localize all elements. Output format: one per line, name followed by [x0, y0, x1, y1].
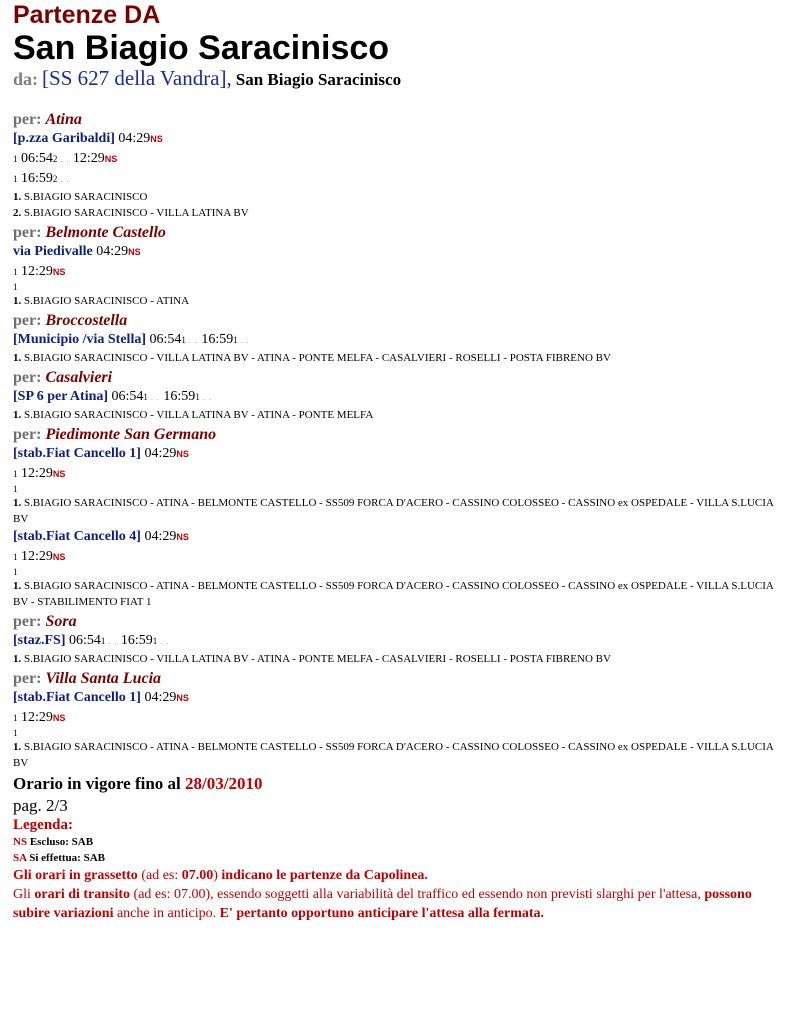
destination-header — [13, 311, 774, 330]
note-tr-c: (ad es: 07.00), essendo soggetti alla variabilità del traffico ed essendo non previsti slarghi per l'attesa, — [130, 887, 705, 902]
stop-name: [stab.Fiat Cancello 1] — [13, 446, 141, 461]
departure-time: 04:29 — [96, 244, 129, 259]
page-title: Partenze DA — [13, 1, 161, 29]
ns-marker: NS — [52, 267, 66, 277]
row-number: 1 — [13, 154, 18, 164]
ns-marker: NS — [176, 449, 189, 459]
stop-row — [13, 330, 774, 350]
departure-time: 04:29 — [144, 529, 177, 544]
destination-name: Broccostella — [45, 312, 128, 329]
route-note — [13, 293, 774, 309]
validity-date: 28/03/2010 — [185, 774, 263, 793]
departure-time: 04:29 — [144, 690, 177, 705]
time-row — [13, 169, 774, 189]
departure-time: 16:59 — [201, 332, 234, 347]
destination-header — [13, 425, 774, 444]
dots-separator: . . — [57, 175, 70, 184]
dots-separator: . . — [147, 393, 160, 402]
destination-name: Piedimonte San Germano — [45, 426, 217, 443]
departure-time: 06:54 — [111, 389, 144, 404]
ns-marker: NS — [104, 154, 118, 164]
origin-stop: [SS 627 della Vandra] — [42, 66, 227, 90]
note-bold-b: (ad es: — [137, 868, 182, 883]
departure-time: 12:29 — [21, 264, 53, 279]
stop-name: [stab.Fiat Cancello 4] — [13, 529, 141, 544]
timetable-page — [0, 1, 787, 923]
destination-header — [13, 612, 774, 631]
departure-time: 12:29 — [21, 710, 53, 725]
stop-name: [SP 6 per Atina] — [13, 389, 109, 404]
validity-text: Orario in vigore fino al — [13, 774, 181, 793]
destination-name: Casalvieri — [45, 369, 113, 386]
legend-code: NS — [13, 836, 28, 848]
destination-header — [13, 223, 774, 242]
departure-time: 12:29 — [21, 549, 53, 564]
destination-sections — [13, 110, 774, 771]
row-number: 1 — [13, 484, 18, 494]
time-row — [13, 282, 774, 293]
destination-name: Belmonte Castello — [45, 224, 166, 241]
note-ref: 1 — [100, 636, 106, 646]
time-row — [13, 484, 774, 495]
dots-separator: . . — [57, 155, 70, 164]
per-label: per: — [13, 613, 42, 630]
stop-name: via Piedivalle — [13, 244, 93, 259]
route-note-text: S.BIAGIO SARACINISCO - ATINA - BELMONTE CASTELLO - SS509 FORCA D'ACERO - CASSINO COLOSSEO - CASSINO ex OSPEDALE - VILLA S.LUCIA BV - STABILIMENTO FIAT 1 — [13, 580, 774, 608]
note-bold-d: ) — [213, 868, 222, 883]
per-label: per: — [13, 111, 42, 128]
per-label: per: — [13, 224, 42, 241]
legend-item — [13, 834, 774, 850]
route-note-text: S.BIAGIO SARACINISCO - VILLA LATINA BV - ATINA - PONTE MELFA - CASALVIERI - ROSELLI - POSTA FIBRENO BV — [24, 352, 611, 364]
departure-time: 06:54 — [69, 633, 101, 648]
route-note-number: 1. — [13, 191, 22, 203]
page-number: pag. 2/3 — [13, 796, 68, 815]
ns-marker: NS — [150, 134, 163, 144]
ns-marker: NS — [128, 247, 141, 257]
departure-time: 06:54 — [21, 151, 53, 166]
origin-separator: , — [226, 66, 232, 90]
legend-title: Legenda: — [13, 817, 73, 833]
stop-row — [13, 688, 774, 708]
departure-time: 16:59 — [163, 389, 196, 404]
route-note-text: S.BIAGIO SARACINISCO - VILLA LATINA BV - ATINA - PONTE MELFA — [24, 409, 374, 421]
row-number: 1 — [13, 282, 18, 292]
stop-row — [13, 631, 774, 651]
departure-time: 12:29 — [72, 151, 105, 166]
route-note-number: 1. — [13, 409, 22, 421]
route-note-text: S.BIAGIO SARACINISCO - VILLA LATINA BV - ATINA - PONTE MELFA - CASALVIERI - ROSELLI - POSTA FIBRENO BV — [24, 653, 611, 665]
route-note — [13, 189, 774, 205]
stop-row — [13, 444, 774, 464]
route-note-text: S.BIAGIO SARACINISCO - VILLA LATINA BV — [24, 207, 249, 219]
origin-town: San Biagio Saracinisco — [235, 70, 402, 89]
note-ref: 1 — [233, 335, 238, 345]
row-number: 1 — [13, 567, 18, 577]
ns-marker: NS — [52, 713, 66, 723]
row-number: 1 — [13, 469, 18, 479]
origin-line — [13, 67, 774, 92]
note-ref: 1 — [181, 335, 186, 345]
note-ref: 1 — [152, 636, 158, 646]
note-tr-a: Gli — [13, 887, 35, 902]
note-ref: 1 — [195, 392, 200, 402]
note-bold-a: Gli orari in grassetto — [13, 868, 138, 883]
time-row — [13, 708, 774, 728]
stop-name: [stab.Fiat Cancello 1] — [13, 690, 141, 705]
departure-time: 16:59 — [21, 171, 53, 186]
time-row — [13, 149, 774, 169]
route-note-text: S.BIAGIO SARACINISCO - ATINA - BELMONTE CASTELLO - SS509 FORCA D'ACERO - CASSINO COLOSSEO - CASSINO ex OSPEDALE - VILLA S.LUCIA BV — [13, 497, 774, 525]
stop-row — [13, 242, 774, 262]
note-ref: 1 — [143, 392, 148, 402]
note-transit-times — [13, 885, 774, 923]
destination-header — [13, 368, 774, 387]
legend-item — [13, 850, 774, 866]
time-row — [13, 547, 774, 567]
departure-time: 04:29 — [118, 131, 151, 146]
route-note — [13, 407, 774, 423]
row-number: 1 — [13, 267, 18, 277]
time-row — [13, 464, 774, 484]
destination-name: Sora — [45, 613, 77, 630]
route-note — [13, 578, 774, 610]
note-tr-e: subire variazioni — [13, 906, 114, 921]
note-ref: 2 — [52, 154, 58, 164]
time-row — [13, 262, 774, 282]
legend-text: Si effettua: SAB — [29, 852, 105, 864]
destination-name: Villa Santa Lucia — [45, 670, 162, 687]
legend-text: Escluso: SAB — [29, 836, 94, 848]
destination-header — [13, 669, 774, 688]
ns-marker: NS — [52, 469, 66, 479]
note-tr-f: anche in anticipo. — [113, 906, 220, 921]
stop-name: [p.zza Garibaldi] — [13, 131, 115, 146]
row-number: 1 — [13, 174, 18, 184]
route-note-number: 2. — [13, 207, 22, 219]
route-note — [13, 495, 774, 527]
route-note-number: 1. — [13, 497, 22, 509]
note-tr-d: possono — [704, 887, 752, 902]
ns-marker: NS — [52, 552, 66, 562]
note-bold-e: indicano le partenze da Capolinea. — [221, 868, 428, 883]
route-note — [13, 205, 774, 221]
ns-marker: NS — [176, 532, 189, 542]
note-bold-times — [13, 866, 774, 885]
ns-marker: NS — [176, 693, 189, 703]
per-label: per: — [13, 312, 42, 329]
per-label: per: — [13, 369, 42, 386]
note-bold-c: 07.00 — [181, 868, 214, 883]
route-note — [13, 739, 774, 771]
stop-row — [13, 129, 774, 149]
stop-name: [staz.FS] — [13, 633, 66, 648]
per-label: per: — [13, 426, 42, 443]
route-note — [13, 651, 774, 667]
dots-separator: . . — [105, 637, 118, 646]
validity-line — [13, 773, 774, 795]
route-note-number: 1. — [13, 741, 22, 753]
departure-time: 06:54 — [149, 332, 182, 347]
per-label: per: — [13, 670, 42, 687]
destination-name: Atina — [45, 111, 82, 128]
route-note-number: 1. — [13, 653, 22, 665]
route-note-text: S.BIAGIO SARACINISCO - ATINA — [24, 295, 190, 307]
town-title: San Biagio Saracinisco — [13, 29, 390, 67]
row-number: 1 — [13, 713, 18, 723]
origin-label: da: — [13, 69, 39, 89]
note-tr-g: E' pertanto opportuno anticipare l'attesa alla fermata. — [219, 906, 545, 921]
dots-separator: . . — [185, 336, 198, 345]
dots-separator: . . — [199, 393, 212, 402]
stop-row — [13, 387, 774, 407]
route-note — [13, 350, 774, 366]
route-note-text: S.BIAGIO SARACINISCO — [24, 191, 148, 203]
route-note-number: 1. — [13, 580, 22, 592]
stop-name: [Municipio /via Stella] — [13, 332, 146, 347]
departure-time: 16:59 — [120, 633, 153, 648]
note-ref: 2 — [52, 174, 58, 184]
departure-time: 04:29 — [144, 446, 177, 461]
dots-separator: . . — [237, 336, 250, 345]
time-row — [13, 728, 774, 739]
route-note-text: S.BIAGIO SARACINISCO - ATINA - BELMONTE CASTELLO - SS509 FORCA D'ACERO - CASSINO COLOSSEO - CASSINO ex OSPEDALE - VILLA S.LUCIA BV — [13, 741, 774, 769]
row-number: 1 — [13, 728, 18, 738]
note-tr-b: orari di transito — [34, 887, 131, 902]
route-note-number: 1. — [13, 352, 22, 364]
dots-separator: . . — [157, 637, 170, 646]
departure-time: 12:29 — [21, 466, 53, 481]
destination-header — [13, 110, 774, 129]
legend-code: SA — [13, 852, 27, 864]
route-note-number: 1. — [13, 295, 22, 307]
stop-row — [13, 527, 774, 547]
time-row — [13, 567, 774, 578]
row-number: 1 — [13, 552, 18, 562]
